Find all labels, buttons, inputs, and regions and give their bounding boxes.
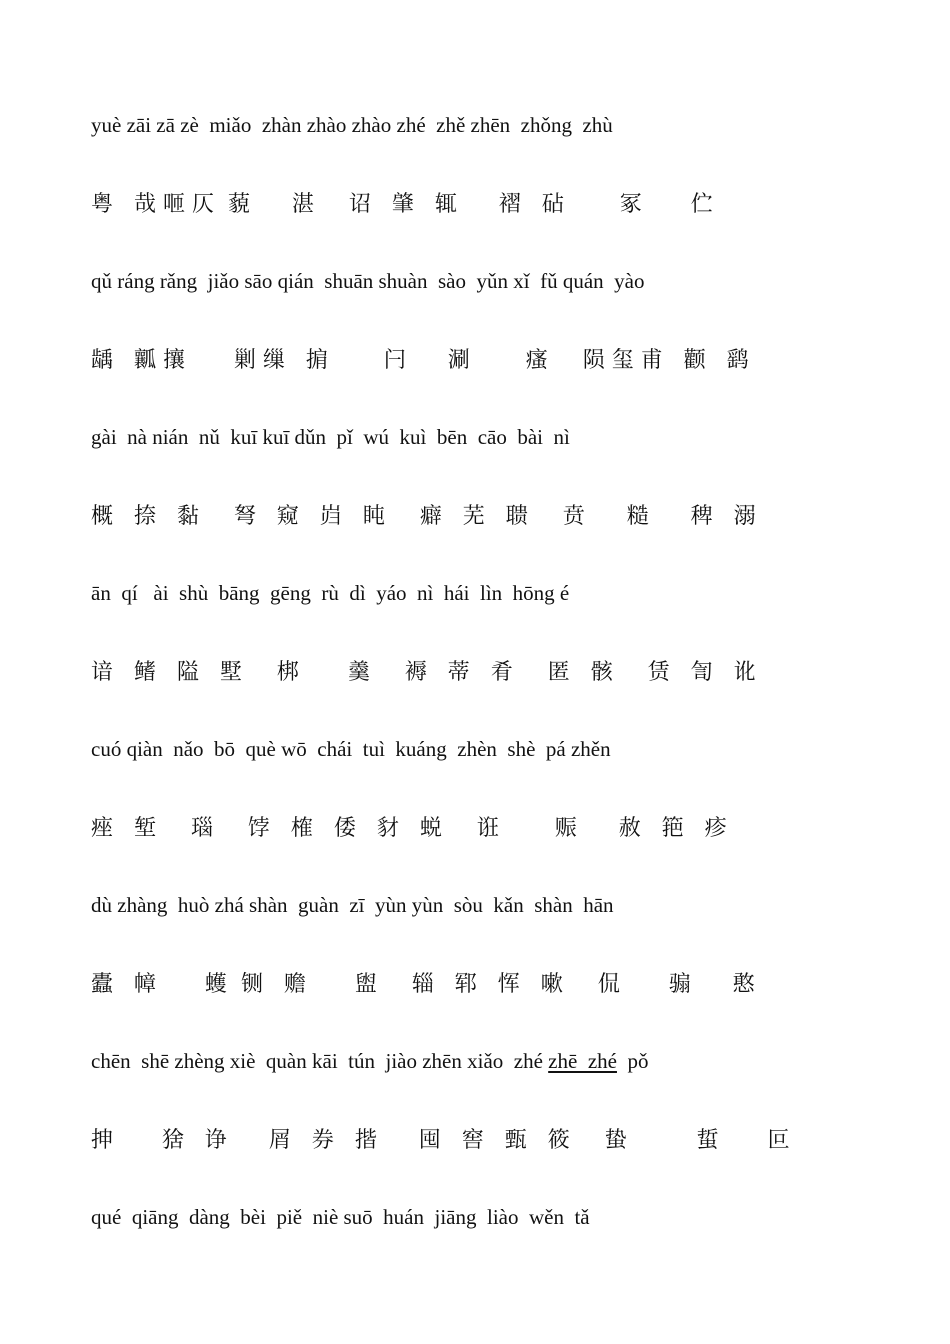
hanzi-line-4: 谙 鳍 隘 墅 梆 羹 褥 蒂 肴 匿 骸 赁 訇 讹 bbox=[91, 660, 756, 685]
pinyin-line-5: cuó qiàn nǎo bō què wō chái tuì kuáng zhèn shè pá zhěn bbox=[91, 737, 611, 761]
pinyin-line-7 bbox=[91, 1051, 648, 1072]
hanzi-line-6: 蠹 幛 蠖 铡 赡 盥 辎 郓 恽 嗽 侃 骟 憨 bbox=[91, 972, 755, 997]
hanzi-line-3: 概 捺 黏 弩 窥 岿 盹 癖 芜 聩 贲 糙 稗 溺 bbox=[91, 504, 756, 529]
hanzi-line-7: 抻 猞 诤 屑 券 揩 囤 窖 甄 筱 蛰 蜇 叵 bbox=[91, 1128, 790, 1153]
pinyin-line-2: qǔ ráng rǎng jiǎo sāo qián shuān shuàn sào yǔn xǐ fǔ quán yào bbox=[91, 269, 645, 293]
hanzi-line-5: 痤 堑 瑙 饽 榷 倭 豺 蜕 诳 赈 赦 筢 疹 bbox=[91, 816, 727, 841]
pinyin-line-8: qué qiāng dàng bèi piě niè suō huán jiāng liào wěn tǎ bbox=[91, 1205, 590, 1229]
pinyin-line-3: gài nà nián nǔ kuī kuī dǔn pǐ wú kuì bēn cāo bài nì bbox=[91, 425, 570, 449]
pinyin-line-6: dù zhàng huò zhá shàn guàn zī yùn yùn sòu kǎn shàn hān bbox=[91, 893, 614, 917]
pinyin-line-4: ān qí ài shù bāng gēng rù dì yáo nì hái lìn hōng é bbox=[91, 581, 570, 605]
pinyin-line-7-tail: pǒ bbox=[616, 1049, 649, 1073]
hanzi-line-1: 粤 哉 咂 仄 藐 湛 诏 肇 辄 褶 砧 冢 伫 bbox=[91, 192, 713, 217]
pinyin-line-7-text: chēn shē zhèng xiè quàn kāi tún jiào zhēn xiǎo zhé bbox=[91, 1049, 549, 1073]
underlined-pinyin: zhē zhé bbox=[548, 1049, 617, 1073]
hanzi-line-2: 龋 瓤 攘 剿 缫 掮 闩 涮 瘙 陨 玺 甫 颧 鹞 bbox=[91, 348, 749, 373]
pinyin-line-1: yuè zāi zā zè miǎo zhàn zhào zhào zhé zhě zhēn zhǒng zhù bbox=[91, 113, 613, 137]
